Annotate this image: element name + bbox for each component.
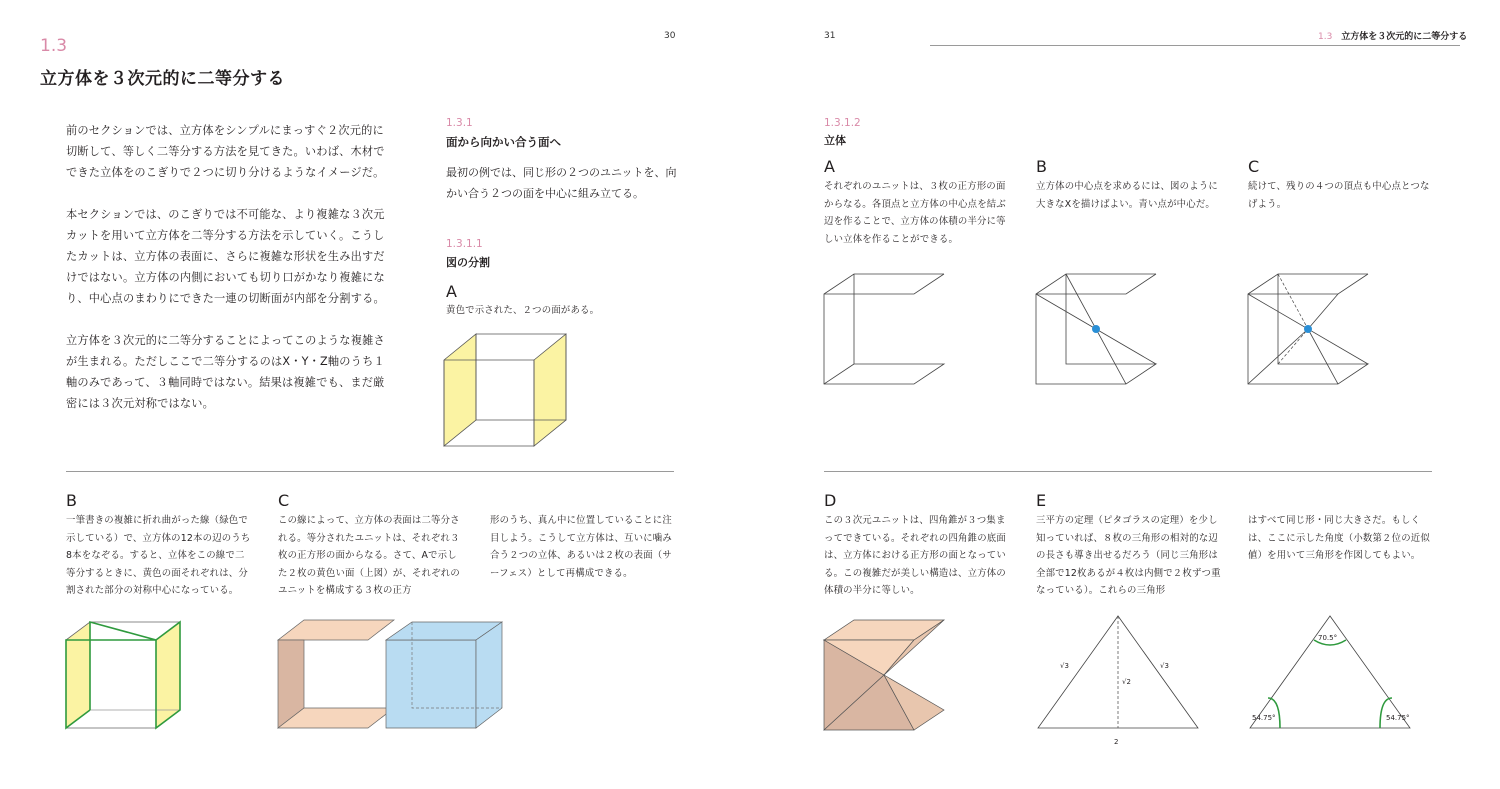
two-units-figure <box>278 620 508 732</box>
intro-paragraph: 立方体を３次元的に二等分することによってこのような複雑さが生まれる。ただしここで二等分するのはX・Y・Z軸のうち１軸のみであって、３軸同時ではない。結果は複雑でも、まだ厳密には３次元対称ではない。 <box>66 334 385 410</box>
figure-caption: 立方体の中心点を求めるには、図のように大きなXを描けばよい。青い点が中心だ。 <box>1036 181 1218 210</box>
divider-left <box>66 471 674 472</box>
triangle-angles-figure <box>1248 614 1414 734</box>
section-number: 1.3 <box>40 36 68 56</box>
figure-letter: B <box>66 491 77 510</box>
figure-caption: この３次元ユニットは、四角錐が３つ集まってできている。それぞれの四角錐の底面は、立方体における正方形の面となっている。この複雑だが美しい構造は、立方体の体積の半分に等しい。 <box>824 515 1006 596</box>
figure-caption: はすべて同じ形・同じ大きさだ。もしくは、ここに示した角度（小数第２位の近似値）を用いて三角形を作図してもよい。 <box>1248 515 1430 561</box>
side-label: √3 <box>1060 662 1069 670</box>
subsection-title: 立体 <box>824 134 846 147</box>
subsubsection-title: 図の分割 <box>446 256 490 269</box>
angle-label: 70.5° <box>1318 634 1338 642</box>
figure-caption: 黄色で示された、２つの面がある。 <box>446 305 600 316</box>
yellow-face-right <box>534 334 566 446</box>
angle-label: 54.75° <box>1252 714 1276 722</box>
hidden-edge <box>1278 274 1308 329</box>
figure-letter: A <box>824 157 835 176</box>
figure-letter: D <box>824 491 837 510</box>
unit-b-front <box>386 640 476 728</box>
subsection-text: 最初の例では、同じ形の２つのユニットを、向かい合う２つの面を中心に組み立てる。 <box>446 166 677 200</box>
cube-yellow-faces-figure <box>444 334 570 446</box>
subsection-number: 1.3.1.2 <box>824 117 861 129</box>
figure-letter: B <box>1036 157 1047 176</box>
figure-caption: 続けて、残りの４つの頂点も中心点とつなげよう。 <box>1248 181 1430 210</box>
hidden-edge <box>1278 329 1308 364</box>
intro-paragraph: 本セクションでは、のこぎりでは不可能な、より複雑な３次元カットを用いて立方体を二等分する方法を示していく。こうしたカットは、立方体の表面に、さらに複雑な形状を生み出すだけではない。立方体の内側においても切り口がかなり複雑になり、中心点のまわりにできた一連の切断面が内部を分割する。 <box>66 208 385 305</box>
subsection-title: 面から向かい合う面へ <box>446 135 561 149</box>
yellow-face-left <box>444 334 476 446</box>
subsection-number: 1.3.1 <box>446 117 473 129</box>
figure-letter: E <box>1036 491 1047 510</box>
pyramid-unit-figure <box>824 620 946 732</box>
center-point <box>1304 325 1312 333</box>
triangle-sides-figure <box>1036 614 1202 748</box>
base-label: 2 <box>1114 738 1119 746</box>
unit-b-side <box>476 622 502 728</box>
figure-caption: この線によって、立方体の表面は二等分される。等分されたユニットは、それぞれ３枚の正方形の面からなる。さて、Aで示した２枚の黄色い面（上図）が、それぞれのユニットを構成する３枚の正方 <box>278 515 460 596</box>
height-label: √2 <box>1122 678 1131 686</box>
divider-right <box>824 471 1432 472</box>
edge-to-center <box>1308 294 1338 329</box>
unit-center-figure <box>1036 274 1158 386</box>
intro-text <box>66 120 386 435</box>
page-number-left: 30 <box>664 31 676 41</box>
unit-outline-front <box>1248 274 1368 294</box>
unit-outline-front <box>1036 274 1156 294</box>
angle-label: 54.75° <box>1386 714 1410 722</box>
angle-arc <box>1268 698 1280 728</box>
pyramid-face <box>824 620 944 640</box>
figure-letter: A <box>446 282 457 301</box>
figure-caption: 三平方の定理（ピタゴラスの定理）を少し知っていれば、８枚の三角形の相対的な辺の長さも導き出せるだろう（同じ三角形は全部で12枚あるが４枚は内側で２枚ずつ重なっている）。これらの三角形 <box>1036 515 1221 596</box>
figure-letter: C <box>278 491 290 510</box>
page-number-right: 31 <box>824 31 836 41</box>
running-head-rule <box>930 45 1460 46</box>
figure-caption: 一筆書きの複雑に折れ曲がった線（緑色で示している）で、立方体の12本の辺のうち8本をなぞる。すると、立体をこの線で二等分するときに、黄色の面それぞれは、分割された部分の対称中心になっている。 <box>66 515 251 596</box>
figure-caption: それぞれのユニットは、３枚の正方形の面からなる。各頂点と立方体の中心点を結ぶ辺を作ることで、立方体の体積の半分に等しい立体を作ることができる。 <box>824 181 1006 245</box>
unit-outline-front <box>824 274 944 294</box>
intro-paragraph: 前のセクションでは、立方体をシンプルにまっすぐ２次元的に切断して、等しく二等分する方法を見てきた。いわば、木材でできた立体をのこぎりで２つに切り分けるようなイメージだ。 <box>66 124 385 179</box>
section-title: 立方体を３次元的に二等分する <box>40 69 285 89</box>
unit-outline-figure <box>824 274 946 386</box>
unit-outline <box>824 274 944 384</box>
triangle <box>1250 616 1410 728</box>
unit-connected-figure <box>1248 274 1370 386</box>
angle-arc <box>1380 698 1392 728</box>
unit-a-top <box>278 620 394 640</box>
running-head <box>1318 29 1467 42</box>
subsubsection-number: 1.3.1.1 <box>446 238 483 250</box>
edge-to-center <box>1308 329 1338 384</box>
cube-green-path-figure <box>66 622 184 730</box>
side-label: √3 <box>1160 662 1169 670</box>
figure-letter: C <box>1248 157 1260 176</box>
unit-outline-bottom <box>824 364 854 384</box>
running-head-title: 立方体を３次元的に二等分する <box>1341 32 1468 42</box>
center-point <box>1092 325 1100 333</box>
running-head-number: 1.3 <box>1318 32 1333 42</box>
figure-caption: 形のうち、真ん中に位置していることに注目しよう。こうして立方体は、互いに噛み合う２つの立体、あるいは２枚の表面（サーフェス）として再構成できる。 <box>490 515 672 579</box>
